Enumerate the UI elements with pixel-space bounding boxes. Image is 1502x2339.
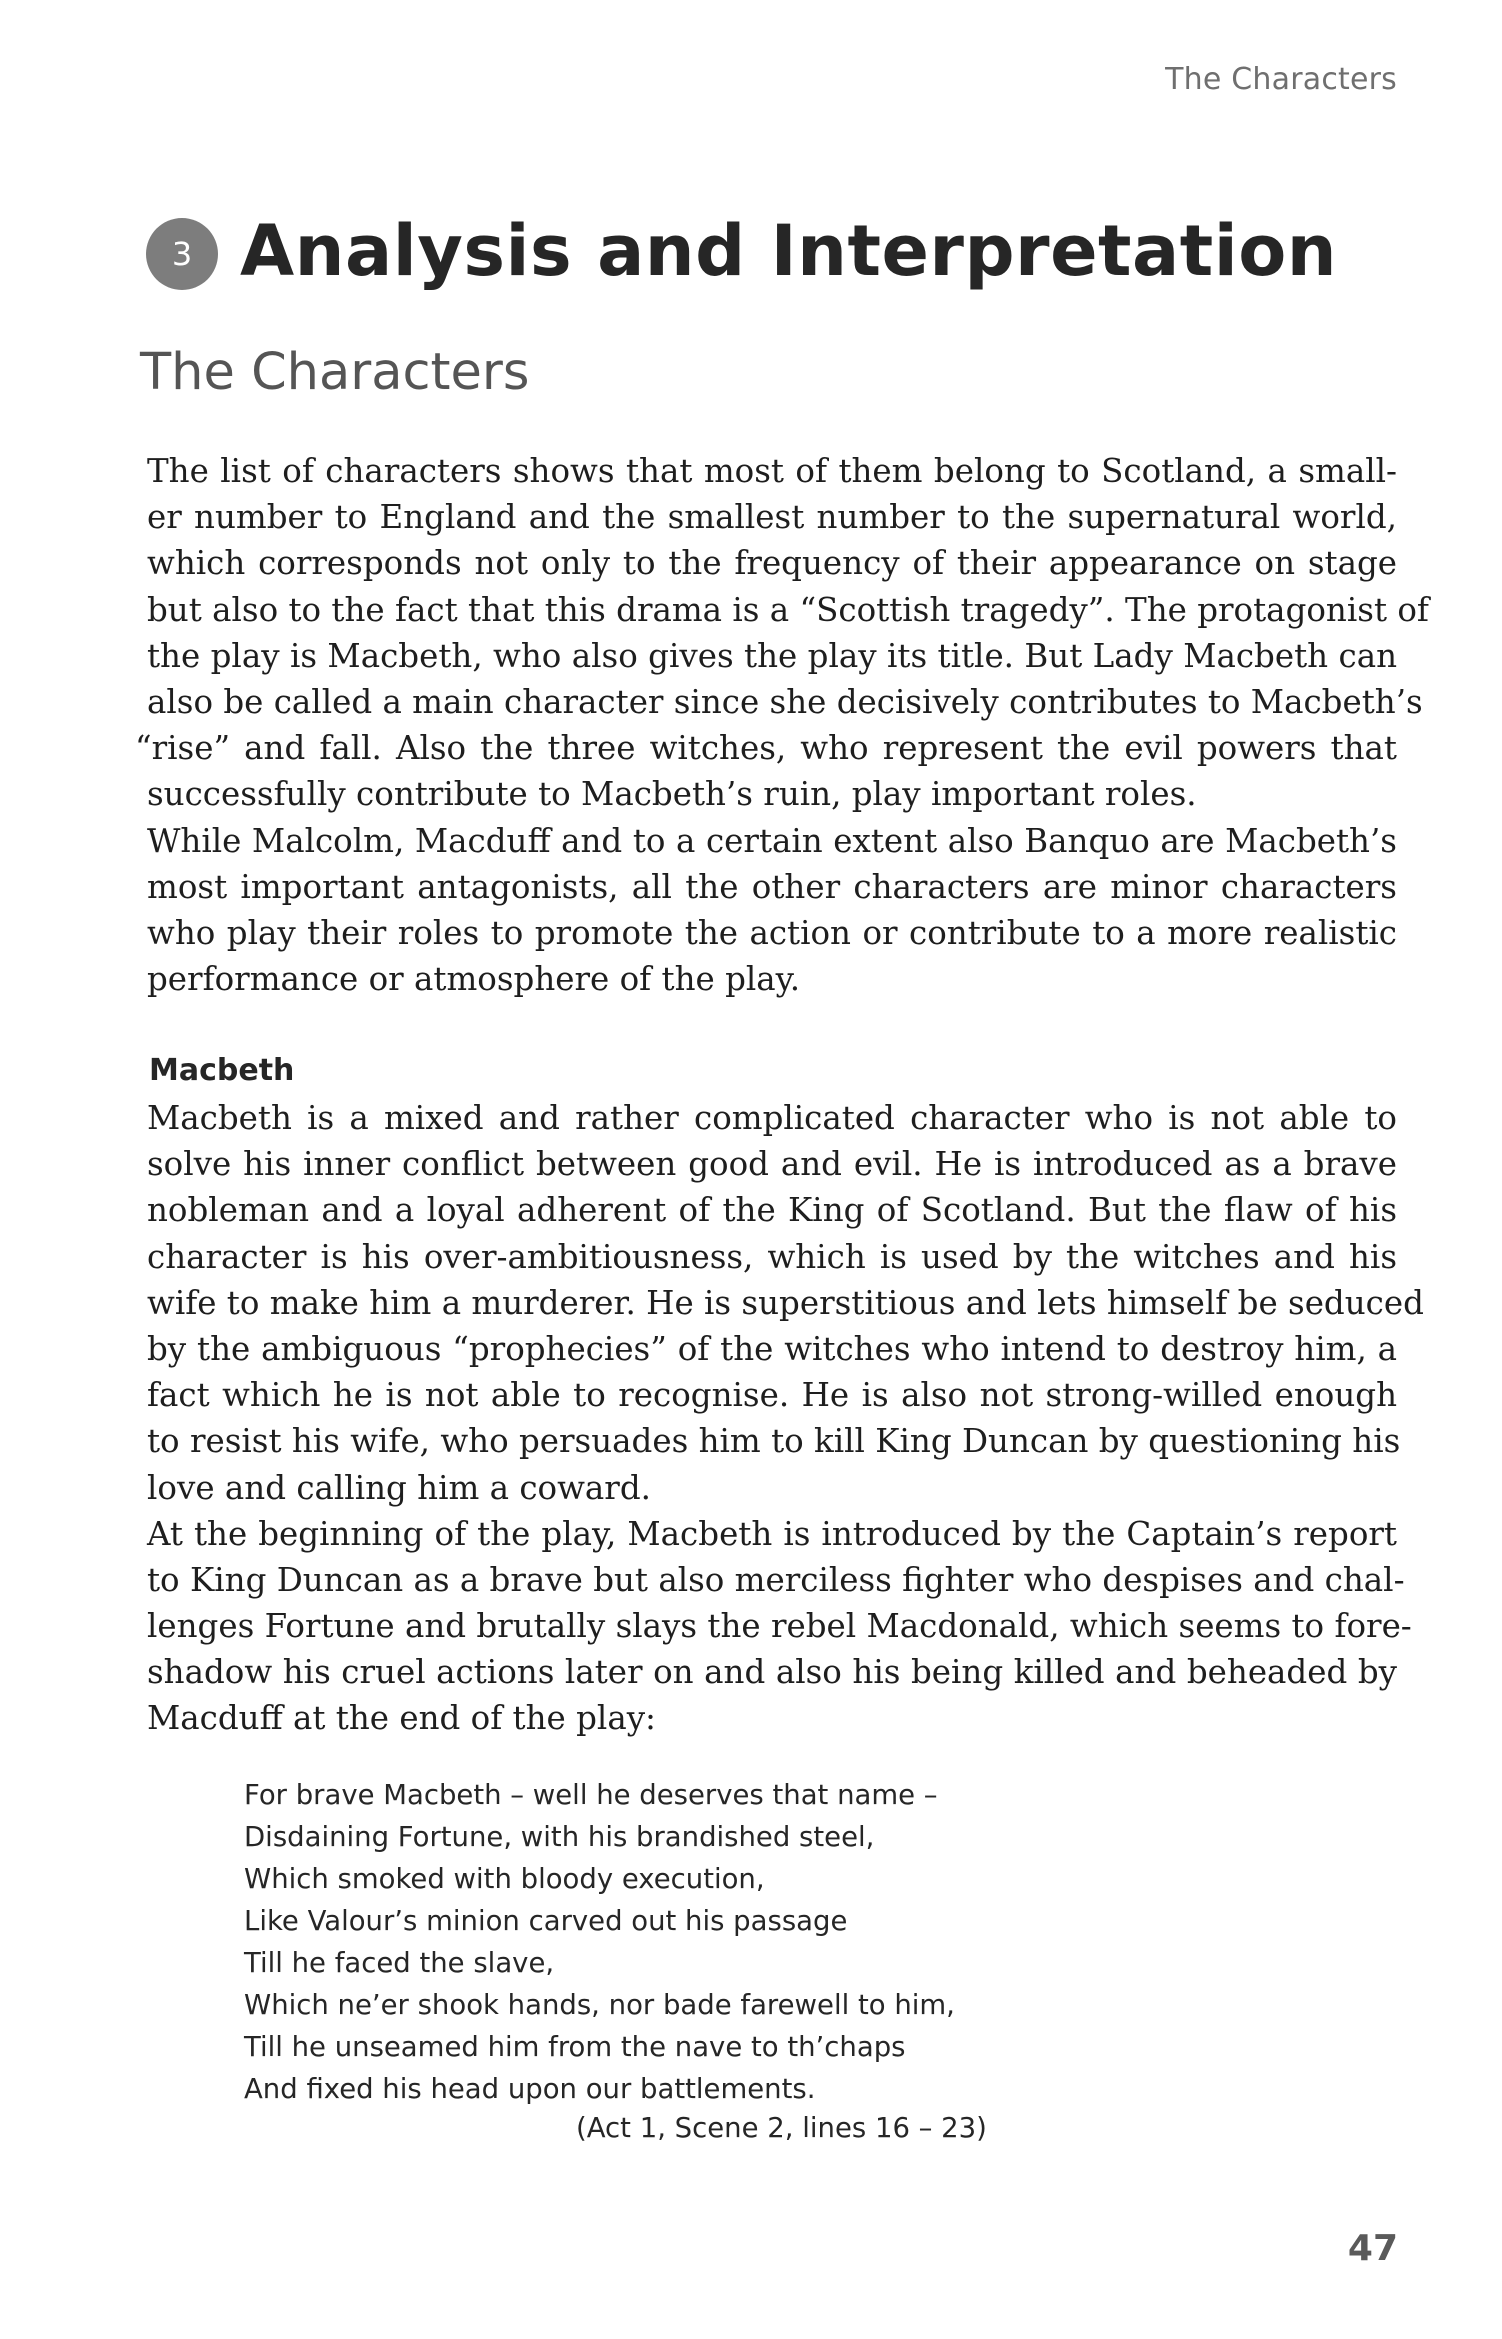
- page-number: 47: [1347, 2228, 1398, 2269]
- text-line: While Malcolm, Macduff and to a certain extent also Banquo are Macbeth’s: [147, 821, 1397, 860]
- text-line: most important antagonists, all the other characters are minor characters: [147, 867, 1397, 906]
- text-line: Macbeth is a mixed and rather complicated character who is not able to: [147, 1099, 1397, 1137]
- running-head: The Characters: [1165, 62, 1397, 97]
- section-title: The Characters: [140, 343, 530, 402]
- quote-line: Like Valour’s minion carved out his passage: [244, 1905, 848, 1937]
- text-line: nobleman and a loyal adherent of the King of Scotland. But the flaw of his: [147, 1191, 1397, 1230]
- chapter-heading: [146, 210, 1337, 292]
- text-line: solve his inner conflict between good and evil. He is introduced as a brave: [147, 1145, 1397, 1184]
- macbeth-paragraph: [147, 1095, 1424, 1742]
- intro-paragraph: [135, 448, 1429, 1002]
- text-line: “rise” and fall. Also the three witches, who represent the evil powers that: [135, 729, 1397, 768]
- text-line: The list of characters shows that most of them belong to Scotland, a small-: [147, 452, 1397, 490]
- chapter-title: Analysis and Interpretation: [240, 210, 1338, 292]
- quote-citation: (Act 1, Scene 2, lines 16 – 23): [576, 2112, 987, 2144]
- quote-line: Disdaining Fortune, with his brandished steel,: [244, 1821, 875, 1853]
- text-line: to resist his wife, who persuades him to kill King Duncan by questioning his: [147, 1422, 1401, 1461]
- quote-line: Which ne’er shook hands, nor bade farewell to him,: [244, 1989, 955, 2021]
- text-line: by the ambiguous “prophecies” of the witches who intend to destroy him, a: [147, 1329, 1397, 1368]
- text-line: the play is Macbeth, who also gives the play its title. But Lady Macbeth can: [147, 636, 1397, 675]
- text-line: which corresponds not only to the frequency of their appearance on stage: [147, 544, 1397, 583]
- text-line: wife to make him a murderer. He is superstitious and lets himself be seduced: [147, 1283, 1424, 1322]
- quote-line: Till he faced the slave,: [244, 1947, 555, 1979]
- chapter-number-badge: 3: [146, 218, 218, 290]
- text-line: At the beginning of the play, Macbeth is introduced by the Captain’s report: [147, 1514, 1397, 1553]
- text-line: lenges Fortune and brutally slays the rebel Macdonald, which seems to fore-: [147, 1607, 1412, 1646]
- verse-quote: [244, 1774, 955, 2110]
- quote-line: Which smoked with bloody execution,: [244, 1863, 765, 1895]
- text-line: successfully contribute to Macbeth’s ruin, play important roles.: [147, 775, 1197, 814]
- text-line: who play their roles to promote the action or contribute to a more realistic: [147, 913, 1397, 952]
- text-line: to King Duncan as a brave but also merciless fighter who despises and chal-: [147, 1560, 1405, 1599]
- text-line: also be called a main character since she decisively contributes to Macbeth’s: [147, 682, 1423, 721]
- quote-line: For brave Macbeth – well he deserves that name –: [244, 1779, 938, 1811]
- text-line: love and calling him a coward.: [147, 1468, 651, 1507]
- text-line: er number to England and the smallest number to the supernatural world,: [147, 498, 1397, 537]
- text-line: performance or atmosphere of the play.: [147, 960, 801, 999]
- quote-line: Till he unseamed him from the nave to th’chaps: [244, 2031, 906, 2063]
- text-line: shadow his cruel actions later on and also his being killed and beheaded by: [147, 1653, 1397, 1692]
- macbeth-subheading: Macbeth: [149, 1053, 295, 1088]
- quote-line: And fixed his head upon our battlements.: [244, 2073, 816, 2105]
- text-line: Macduff at the end of the play:: [147, 1699, 657, 1738]
- text-line: character is his over-ambitiousness, which is used by the witches and his: [147, 1237, 1397, 1276]
- text-line: but also to the fact that this drama is a “Scottish tragedy”. The protagonist of: [147, 590, 1429, 629]
- text-line: fact which he is not able to recognise. He is also not strong-willed enough: [147, 1376, 1397, 1415]
